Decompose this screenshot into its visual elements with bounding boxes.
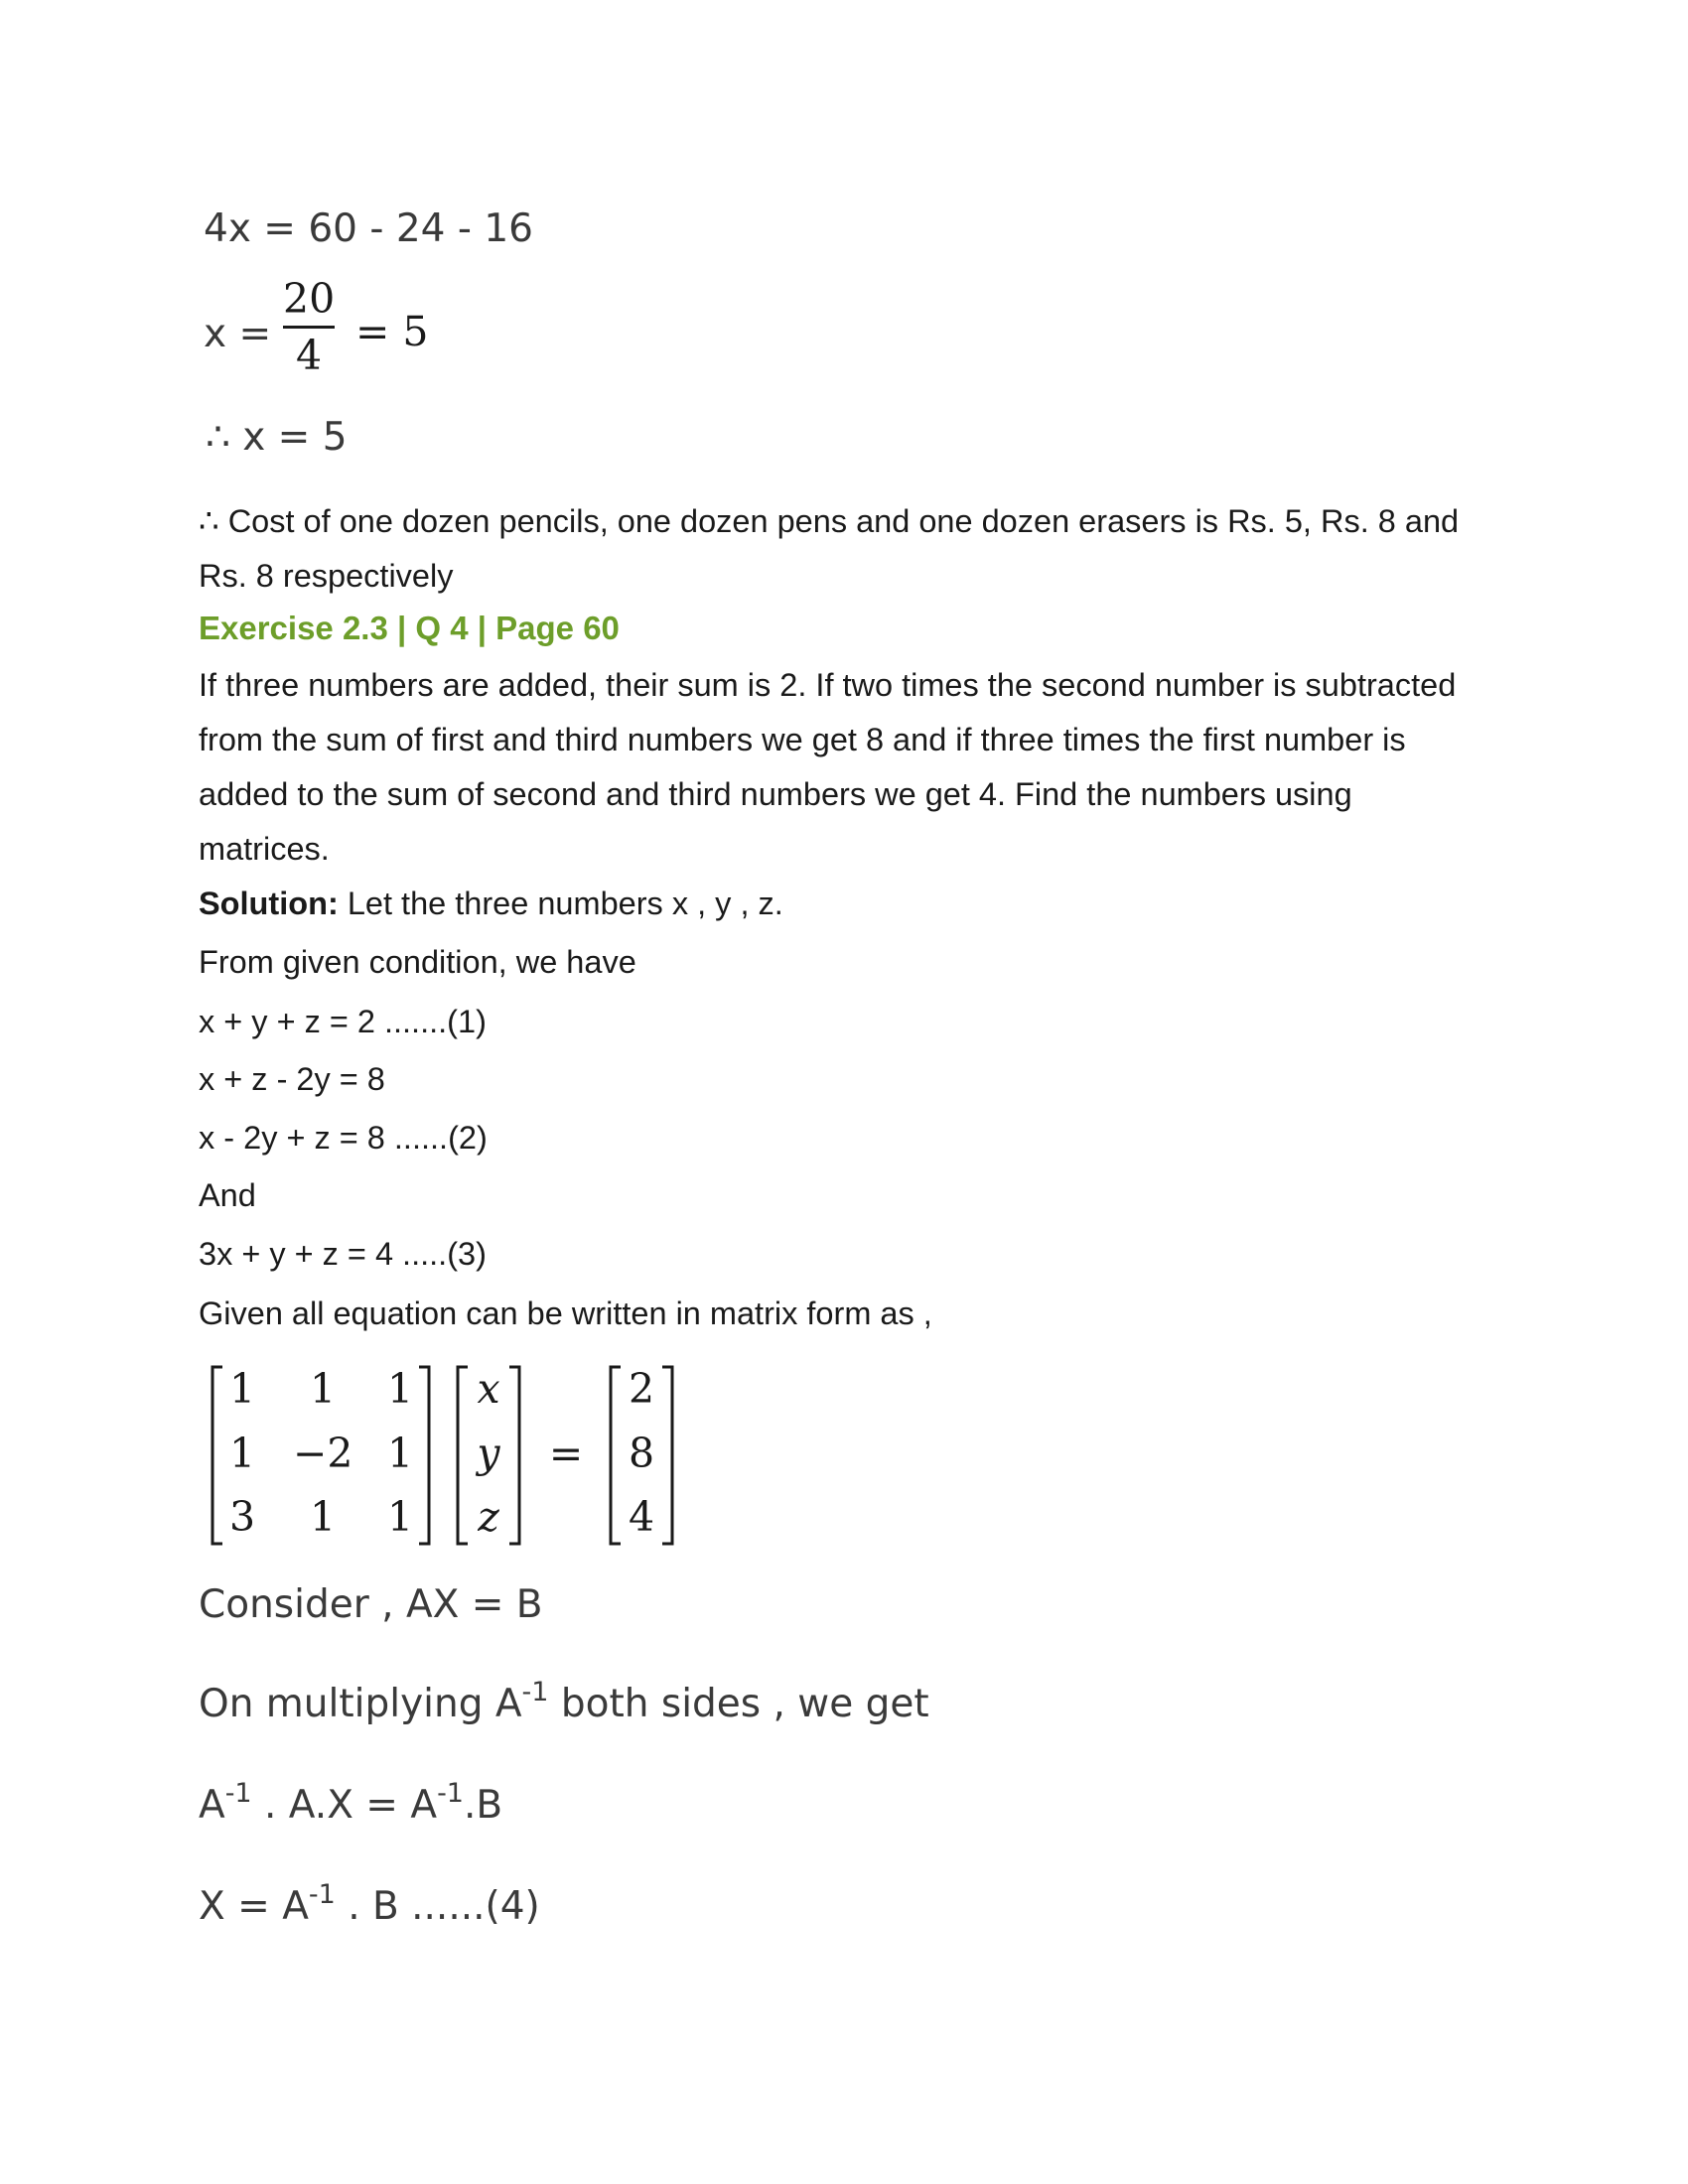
matrix-intro: Given all equation can be written in matrix form as , — [199, 1296, 932, 1331]
equation-intermediate: x + z - 2y = 8 — [199, 1061, 385, 1097]
fraction-lhs: x = — [204, 312, 272, 356]
question-line-4: matrices. — [199, 831, 330, 867]
multiply-post: both sides , we get — [548, 1682, 929, 1726]
fraction-rhs: = 5 — [355, 308, 429, 355]
equation-2: x - 2y + z = 8 ......(2) — [199, 1120, 488, 1156]
multiply-sup: -1 — [521, 1677, 549, 1707]
matrix-equation — [199, 1360, 695, 1559]
inverse-mid-sup: -1 — [437, 1778, 464, 1809]
x-solution-pre: X = A — [199, 1884, 309, 1929]
equation-3: 3x + y + z = 4 .....(3) — [199, 1236, 487, 1272]
matrix-equals: = — [548, 1430, 584, 1477]
x-solution-line — [199, 1879, 540, 1929]
equation-step-1: 4x = 60 - 24 - 16 — [204, 206, 533, 251]
and-text: And — [199, 1177, 256, 1213]
inverse-a: A — [199, 1783, 225, 1828]
x-solution-post: . B ......(4) — [335, 1884, 540, 1929]
solution-text: Let the three numbers x , y , z. — [338, 886, 783, 921]
vector-b-cell: 2 — [628, 1365, 655, 1413]
vector-b-cell: 4 — [628, 1493, 655, 1541]
multiply-line — [199, 1677, 929, 1726]
matrix-a-cell: 1 — [386, 1493, 414, 1541]
question-line-3: added to the sum of second and third numbers we get 4. Find the numbers using — [199, 776, 1352, 812]
matrix-a-cell: 1 — [386, 1430, 414, 1477]
inverse-step-line — [199, 1778, 503, 1828]
equation-step-3: ∴ x = 5 — [206, 415, 348, 460]
question-line-1: If three numbers are added, their sum is 2. If two times the second number is subtracted — [199, 667, 1457, 703]
vector-x-cell: y — [477, 1430, 500, 1477]
matrix-a-cell: 1 — [309, 1365, 337, 1413]
solution-label: Solution: — [199, 886, 339, 921]
question-line-2: from the sum of first and third numbers we get 8 and if three times the first number is — [199, 722, 1406, 757]
matrix-a-cell: −2 — [293, 1430, 353, 1477]
multiply-pre: On multiplying A — [199, 1682, 522, 1726]
inverse-a-sup: -1 — [224, 1778, 252, 1809]
inverse-end: .B — [463, 1783, 503, 1828]
fraction-bar — [283, 326, 335, 329]
consider-line: Consider , AX = B — [199, 1582, 543, 1627]
vector-x-cell: x — [477, 1365, 500, 1413]
matrix-a-cell: 1 — [309, 1493, 337, 1541]
equation-1: x + y + z = 2 .......(1) — [199, 1004, 487, 1039]
matrix-a-cell: 1 — [228, 1430, 256, 1477]
fraction-numerator: 20 — [283, 275, 336, 323]
matrix-a-cell: 1 — [228, 1365, 256, 1413]
vector-x-cell: z — [478, 1493, 499, 1541]
fraction-denominator: 4 — [296, 332, 323, 379]
conclusion-line-2: Rs. 8 respectively — [199, 558, 454, 594]
exercise-heading: Exercise 2.3 | Q 4 | Page 60 — [199, 610, 620, 646]
inverse-mid: . A.X = A — [251, 1783, 438, 1828]
vector-b-cell: 8 — [628, 1430, 655, 1477]
solution-line — [199, 877, 783, 931]
matrix-a-cell: 1 — [386, 1365, 414, 1413]
given-condition: From given condition, we have — [199, 944, 636, 980]
conclusion-line-1: ∴ Cost of one dozen pencils, one dozen pens and one dozen erasers is Rs. 5, Rs. 8 and — [199, 503, 1460, 539]
x-solution-sup: -1 — [308, 1879, 336, 1910]
fraction — [283, 274, 335, 380]
matrix-a-cell: 3 — [228, 1493, 256, 1541]
